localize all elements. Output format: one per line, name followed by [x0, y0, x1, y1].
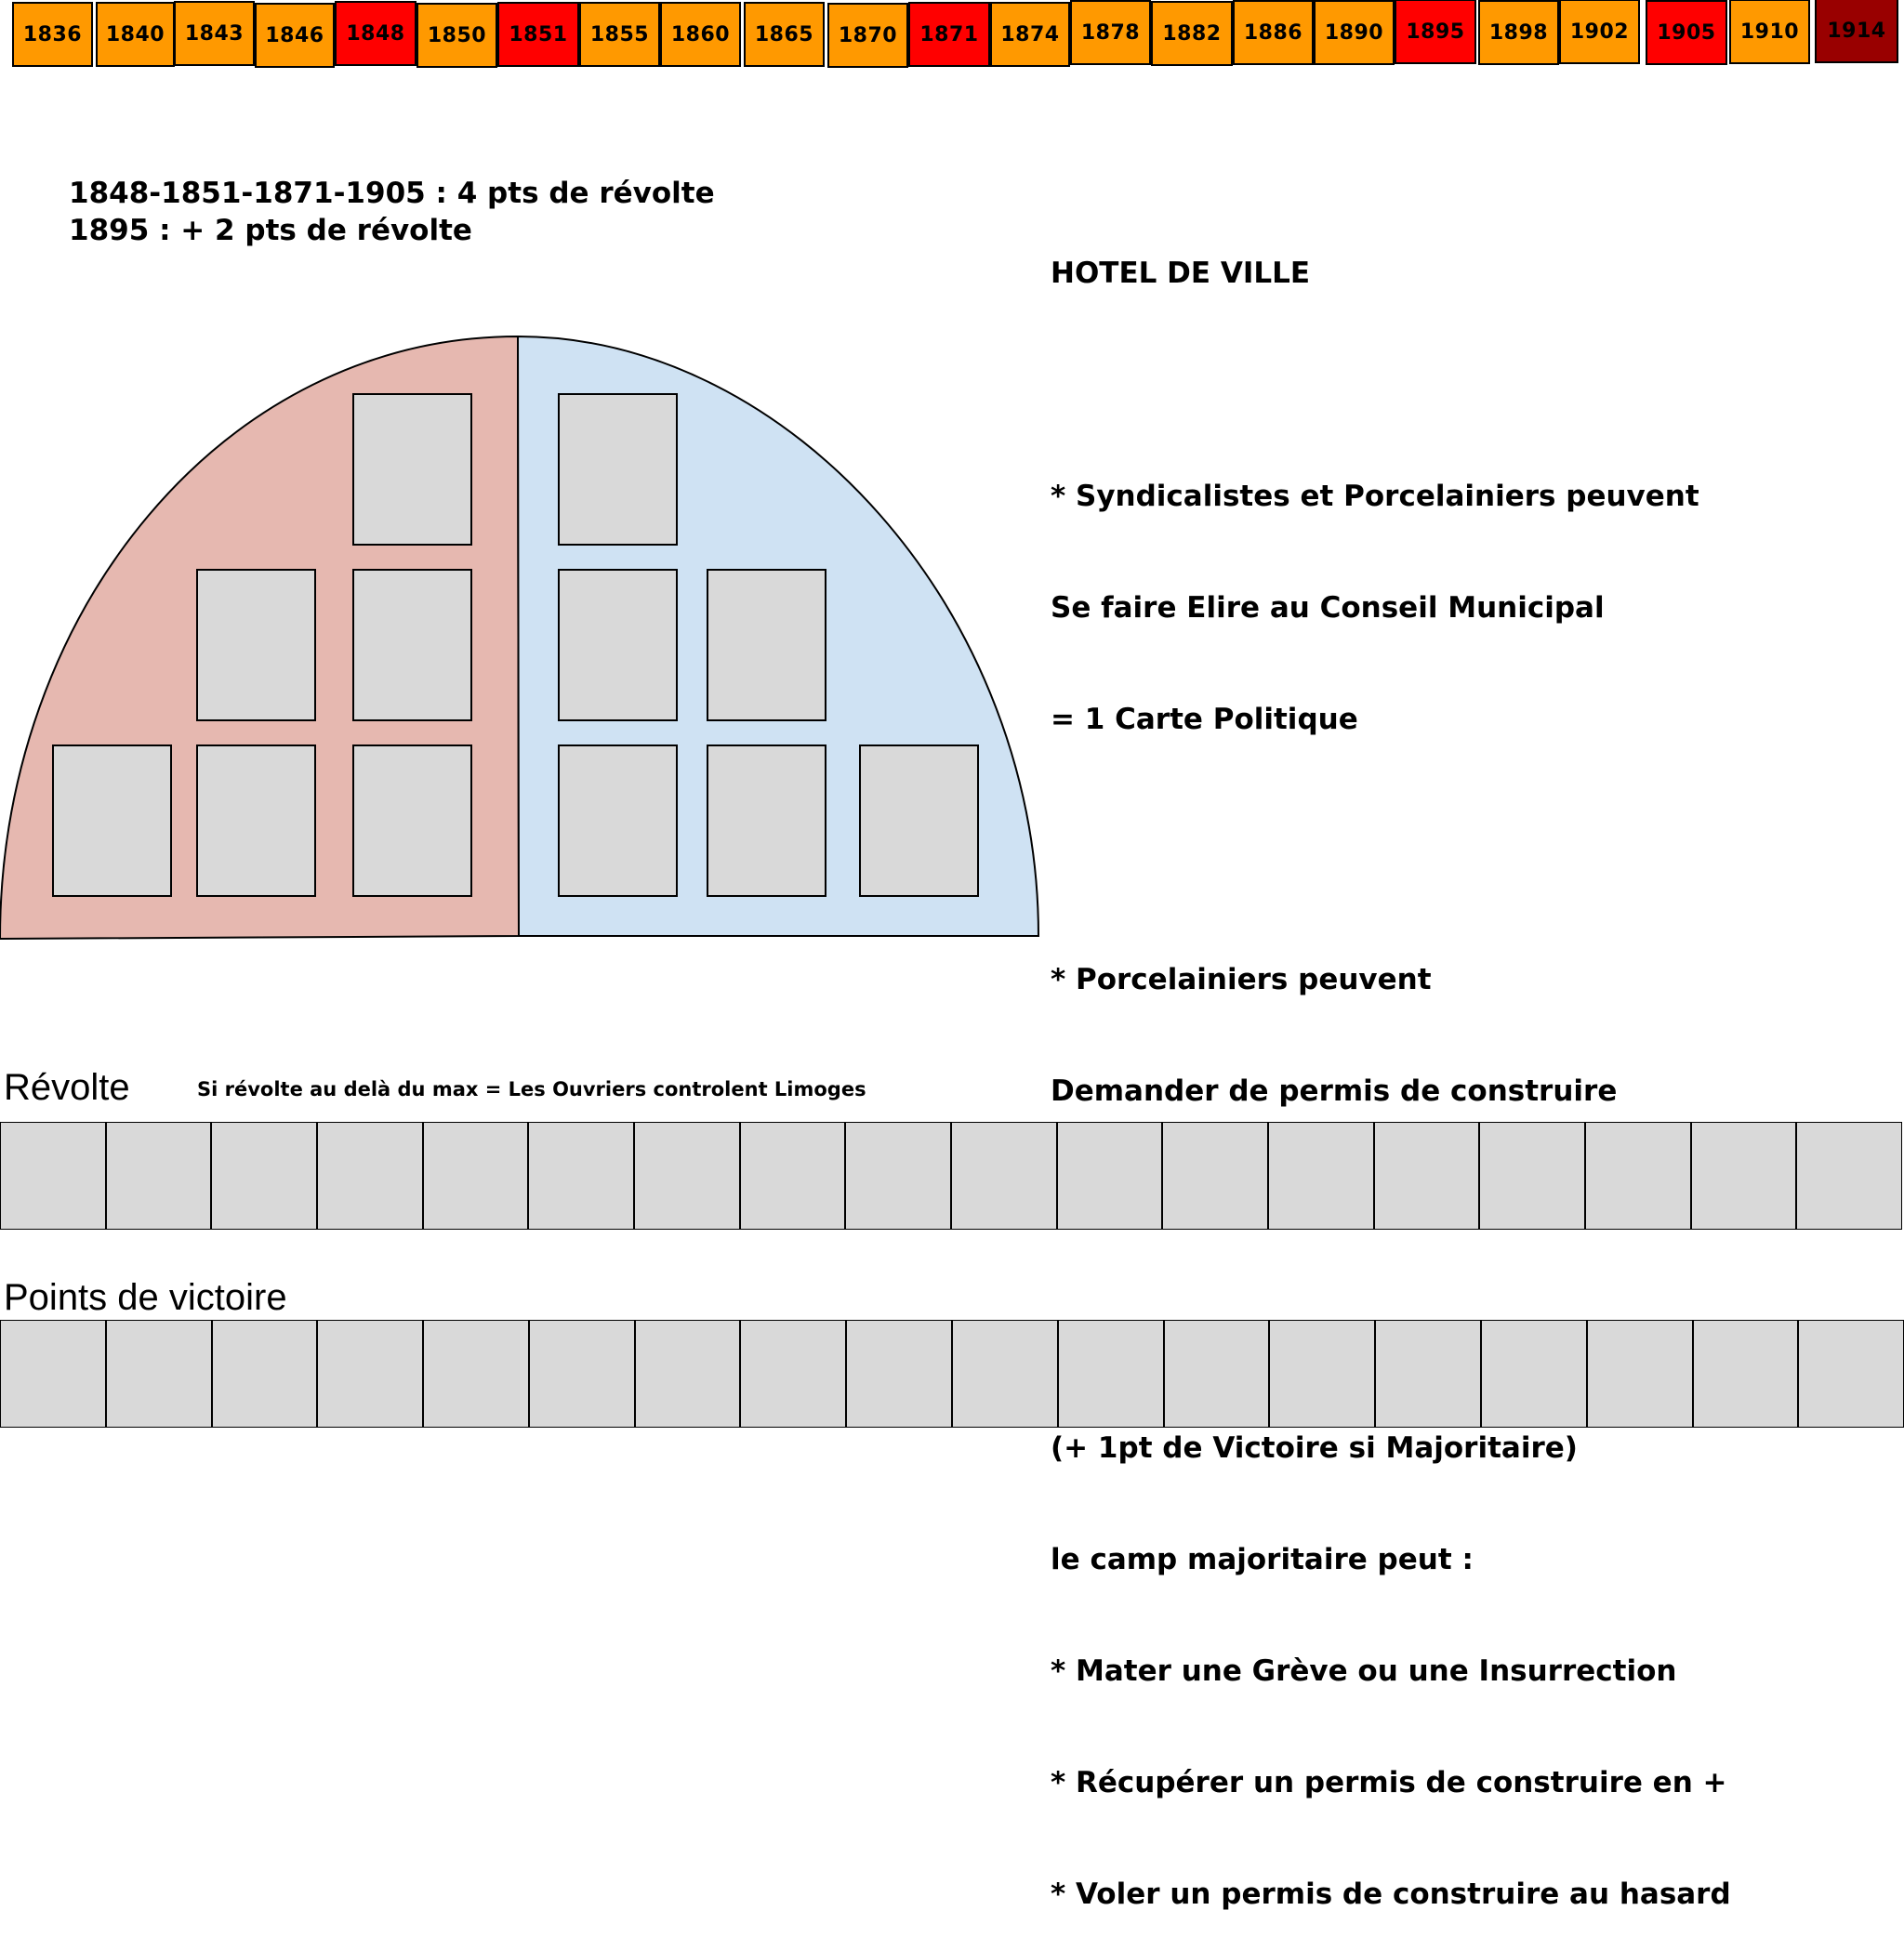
revolt-track-cell-3[interactable] — [211, 1122, 317, 1230]
council-seat-right-1[interactable] — [559, 394, 677, 545]
permit-rule-line: Demander de permis de construire — [1051, 1074, 1618, 1108]
revolt-track-cell-8[interactable] — [740, 1122, 846, 1230]
victory-track-cell-9[interactable] — [846, 1320, 952, 1428]
victory-points-track — [0, 1320, 1904, 1428]
revolt-rule-line-2: 1895 : + 2 pts de révolte — [69, 214, 472, 247]
council-seat-left-6[interactable] — [353, 745, 471, 896]
council-seat-right-3[interactable] — [707, 570, 826, 720]
council-seat-left-2[interactable] — [197, 570, 315, 720]
timeline-year-1895[interactable]: 1895 — [1395, 0, 1476, 64]
timeline-year-1905[interactable]: 1905 — [1646, 0, 1727, 65]
council-chamber — [0, 0, 1051, 948]
victory-track-cell-14[interactable] — [1375, 1320, 1481, 1428]
timeline-year-1890[interactable]: 1890 — [1314, 0, 1395, 65]
council-seat-right-4[interactable] — [559, 745, 677, 896]
timeline-year-1848[interactable]: 1848 — [335, 1, 416, 66]
council-action-line: le camp majoritaire peut : — [1051, 1543, 1474, 1576]
victory-track-cell-1[interactable] — [0, 1320, 106, 1428]
revolt-track-cell-14[interactable] — [1374, 1122, 1480, 1230]
victory-track-cell-10[interactable] — [952, 1320, 1058, 1428]
council-action-line: * Récupérer un permis de construire en + — [1051, 1766, 1727, 1799]
timeline-year-1870[interactable]: 1870 — [827, 3, 908, 68]
timeline-year-1914[interactable]: 1914 — [1815, 0, 1898, 63]
council-seat-left-1[interactable] — [353, 394, 471, 545]
revolt-track-cell-10[interactable] — [951, 1122, 1057, 1230]
revolt-track-cell-12[interactable] — [1162, 1122, 1268, 1230]
timeline-year-1874[interactable]: 1874 — [990, 2, 1070, 67]
council-seat-left-5[interactable] — [197, 745, 315, 896]
revolt-track-cell-18[interactable] — [1796, 1122, 1902, 1230]
election-rule-line: * Syndicalistes et Porcelainiers peuvent — [1051, 480, 1699, 513]
victory-track-cell-16[interactable] — [1587, 1320, 1693, 1428]
victory-track-cell-7[interactable] — [635, 1320, 741, 1428]
timeline-year-1898[interactable]: 1898 — [1478, 0, 1559, 65]
timeline-year-1886[interactable]: 1886 — [1233, 0, 1314, 65]
revolt-track-cell-5[interactable] — [423, 1122, 529, 1230]
revolt-track-cell-9[interactable] — [845, 1122, 951, 1230]
permit-rule-line: * Porcelainiers peuvent — [1051, 963, 1432, 996]
timeline-year-1882[interactable]: 1882 — [1151, 1, 1233, 66]
victory-track-cell-18[interactable] — [1798, 1320, 1904, 1428]
revolt-track-label: Révolte — [4, 1067, 130, 1108]
victory-track-cell-11[interactable] — [1058, 1320, 1164, 1428]
timeline-year-1851[interactable]: 1851 — [497, 2, 579, 67]
hotel-de-ville-rules — [1051, 180, 1731, 1950]
timeline-year-1840[interactable]: 1840 — [96, 2, 175, 67]
council-seat-left-4[interactable] — [53, 745, 171, 896]
revolt-track-cell-16[interactable] — [1585, 1122, 1691, 1230]
timeline-year-1850[interactable]: 1850 — [416, 3, 497, 68]
election-rule-line: Se faire Elire au Conseil Municipal — [1051, 591, 1605, 625]
council-seat-right-6[interactable] — [860, 745, 978, 896]
revolt-track — [0, 1122, 1902, 1230]
victory-track-cell-4[interactable] — [317, 1320, 423, 1428]
hotel-de-ville-title: HOTEL DE VILLE — [1051, 257, 1311, 290]
revolt-track-note: Si révolte au delà du max = Les Ouvriers controlent Limoges — [197, 1078, 866, 1100]
revolt-track-cell-4[interactable] — [317, 1122, 423, 1230]
revolt-track-cell-1[interactable] — [0, 1122, 106, 1230]
victory-track-cell-6[interactable] — [529, 1320, 635, 1428]
revolt-track-cell-7[interactable] — [634, 1122, 740, 1230]
council-seat-right-2[interactable] — [559, 570, 677, 720]
timeline-year-1860[interactable]: 1860 — [660, 2, 741, 67]
council-seat-right-5[interactable] — [707, 745, 826, 896]
revolt-track-cell-11[interactable] — [1057, 1122, 1163, 1230]
revolt-rule-line-1: 1848-1851-1871-1905 : 4 pts de révolte — [69, 177, 715, 210]
revolt-track-cell-17[interactable] — [1691, 1122, 1797, 1230]
timeline-year-1843[interactable]: 1843 — [174, 1, 255, 66]
revolt-track-cell-13[interactable] — [1268, 1122, 1374, 1230]
timeline-year-1878[interactable]: 1878 — [1070, 0, 1151, 65]
revolt-track-cell-2[interactable] — [106, 1122, 212, 1230]
victory-track-cell-12[interactable] — [1164, 1320, 1270, 1428]
timeline-year-1855[interactable]: 1855 — [579, 2, 660, 67]
revolt-track-cell-15[interactable] — [1479, 1122, 1585, 1230]
victory-track-cell-17[interactable] — [1693, 1320, 1799, 1428]
timeline-year-1910[interactable]: 1910 — [1729, 0, 1810, 64]
victory-track-cell-15[interactable] — [1481, 1320, 1587, 1428]
timeline-year-1836[interactable]: 1836 — [12, 2, 93, 67]
timeline-year-1865[interactable]: 1865 — [744, 2, 825, 67]
council-seat-left-3[interactable] — [353, 570, 471, 720]
victory-track-cell-5[interactable] — [423, 1320, 529, 1428]
revolt-track-cell-6[interactable] — [528, 1122, 634, 1230]
victory-track-cell-2[interactable] — [106, 1320, 212, 1428]
victory-track-cell-3[interactable] — [212, 1320, 318, 1428]
council-action-line: * Mater une Grève ou une Insurrection — [1051, 1654, 1677, 1688]
council-action-line: (+ 1pt de Victoire si Majoritaire) — [1051, 1431, 1578, 1465]
victory-track-label: Points de victoire — [4, 1277, 287, 1318]
victory-track-cell-8[interactable] — [740, 1320, 846, 1428]
timeline-year-1902[interactable]: 1902 — [1559, 0, 1640, 64]
timeline-year-1846[interactable]: 1846 — [255, 3, 335, 68]
council-action-line: * Voler un permis de construire au hasard — [1051, 1878, 1731, 1911]
election-rule-line: = 1 Carte Politique — [1051, 703, 1358, 736]
timeline-year-1871[interactable]: 1871 — [908, 2, 990, 67]
victory-track-cell-13[interactable] — [1269, 1320, 1375, 1428]
